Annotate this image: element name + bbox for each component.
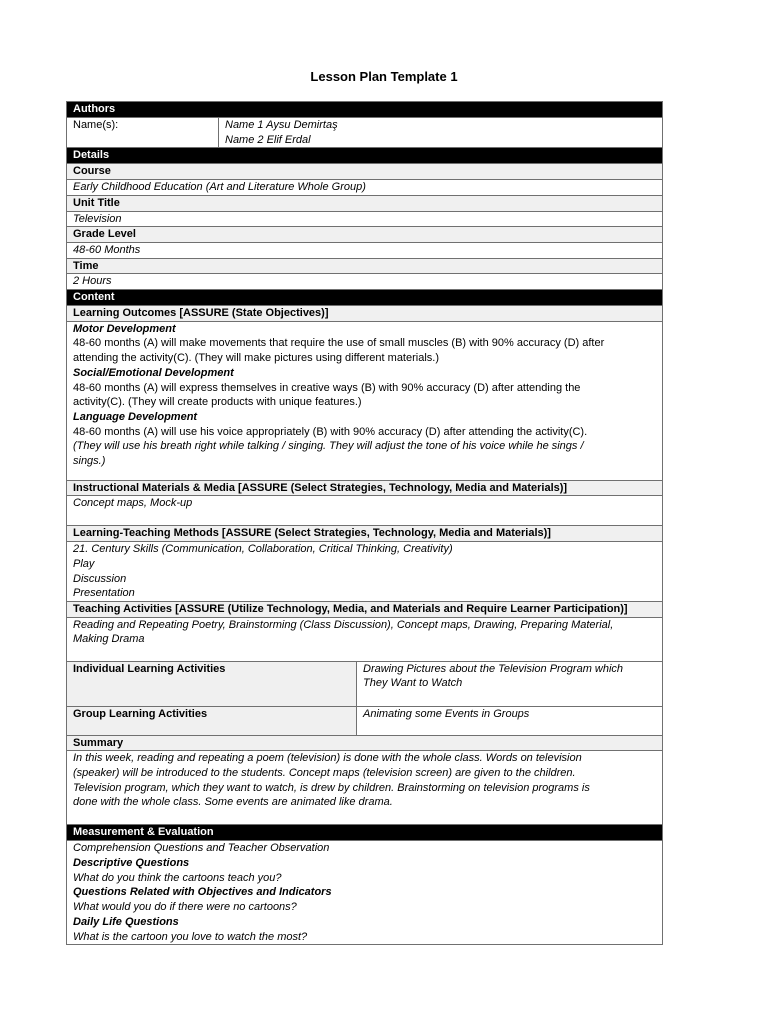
individual-activities-label: Individual Learning Activities [67, 661, 357, 706]
individual-activities-value: Drawing Pictures about the Television Program which They Want to Watch [357, 661, 663, 706]
grade-level-label: Grade Level [67, 227, 663, 243]
language-development-text-2: (They will use his breath right while talking / singing. They will adjust the tone of his voice while he sings / [73, 440, 584, 453]
course-label: Course [67, 164, 663, 180]
lesson-plan-table [66, 101, 663, 945]
objective-question: What would you do if there were no cartoons? [73, 901, 297, 914]
social-development-text-1: 48-60 months (A) will express themselves in creative ways (B) with 90% accuracy (D) after attending the [73, 381, 581, 394]
materials-value: Concept maps, Mock-up [67, 496, 663, 526]
daily-life-question: What is the cartoon you love to watch the most? [73, 930, 308, 943]
language-development-text-3: sings.) [73, 455, 106, 468]
grade-level-value: 48-60 Months [67, 242, 663, 258]
teaching-activities-value: Reading and Repeating Poetry, Brainstorming (Class Discussion), Concept maps, Drawing, Preparing Material, Making Drama [67, 617, 663, 661]
unit-title-label: Unit Title [67, 195, 663, 211]
content-header: Content [67, 290, 663, 306]
materials-label: Instructional Materials & Media [ASSURE (Select Strategies, Technology, Media and Materials)] [67, 480, 663, 496]
learning-outcomes-label: Learning Outcomes [ASSURE (State Objectives)] [67, 306, 663, 322]
method-item: 21. Century Skills (Communication, Collaboration, Critical Thinking, Creativity) [73, 543, 453, 556]
learning-outcomes-body [67, 321, 663, 480]
method-item: Play [73, 557, 95, 570]
language-development-text-1: 48-60 months (A) will use his voice appropriately (B) with 90% accuracy (D) after attending the activity(C). [73, 425, 588, 438]
author-names [219, 118, 663, 148]
group-activities-label: Group Learning Activities [67, 706, 357, 735]
measurement-body [67, 841, 663, 945]
motor-development-text-1: 48-60 months (A) will make movements that require the use of small muscles (B) with 90% accuracy (D) after [73, 337, 605, 350]
social-development-text-2: activity(C). (They will create products with unique features.) [73, 396, 362, 409]
summary-label: Summary [67, 735, 663, 751]
social-development-title: Social/Emotional Development [73, 366, 234, 379]
details-header: Details [67, 148, 663, 164]
daily-life-questions-title: Daily Life Questions [73, 915, 179, 928]
time-value: 2 Hours [67, 274, 663, 290]
measurement-intro: Comprehension Questions and Teacher Observation [73, 842, 330, 855]
descriptive-questions-title: Descriptive Questions [73, 857, 190, 870]
authors-header: Authors [67, 102, 663, 118]
author-name-2: Name 2 Elif Erdal [225, 133, 311, 146]
unit-title-value: Television [67, 211, 663, 227]
teaching-activities-label: Teaching Activities [ASSURE (Utilize Technology, Media, and Materials and Require Learner Participation)] [67, 601, 663, 617]
method-item: Presentation [73, 587, 135, 600]
summary-text: In this week, reading and repeating a poem (television) is done with the whole class. Words on television (speaker) will be introduced to the students. Concept maps (television screen) are given to the children. Television program, which they want to watch, is drew by children. Brainstorming on television programs is done with the whole class. Some events are animated like drama. [67, 751, 663, 825]
methods-list [67, 542, 663, 602]
motor-development-text-2: attending the activity(C). (They will make pictures using different materials.) [73, 352, 439, 365]
course-value: Early Childhood Education (Art and Literature Whole Group) [67, 180, 663, 196]
author-name-1: Name 1 Aysu Demirtaş [225, 119, 338, 131]
page-title: Lesson Plan Template 1 [310, 69, 458, 84]
methods-label: Learning-Teaching Methods [ASSURE (Select Strategies, Technology, Media and Materials)] [67, 526, 663, 542]
descriptive-question: What do you think the cartoons teach you? [73, 871, 282, 884]
group-activities-value: Animating some Events in Groups [357, 706, 663, 735]
method-item: Discussion [73, 572, 127, 585]
motor-development-title: Motor Development [73, 322, 176, 335]
names-label: Name(s): [67, 118, 219, 148]
language-development-title: Language Development [73, 410, 198, 423]
time-label: Time [67, 258, 663, 274]
measurement-header: Measurement & Evaluation [67, 825, 663, 841]
objective-questions-title: Questions Related with Objectives and Indicators [73, 886, 332, 899]
